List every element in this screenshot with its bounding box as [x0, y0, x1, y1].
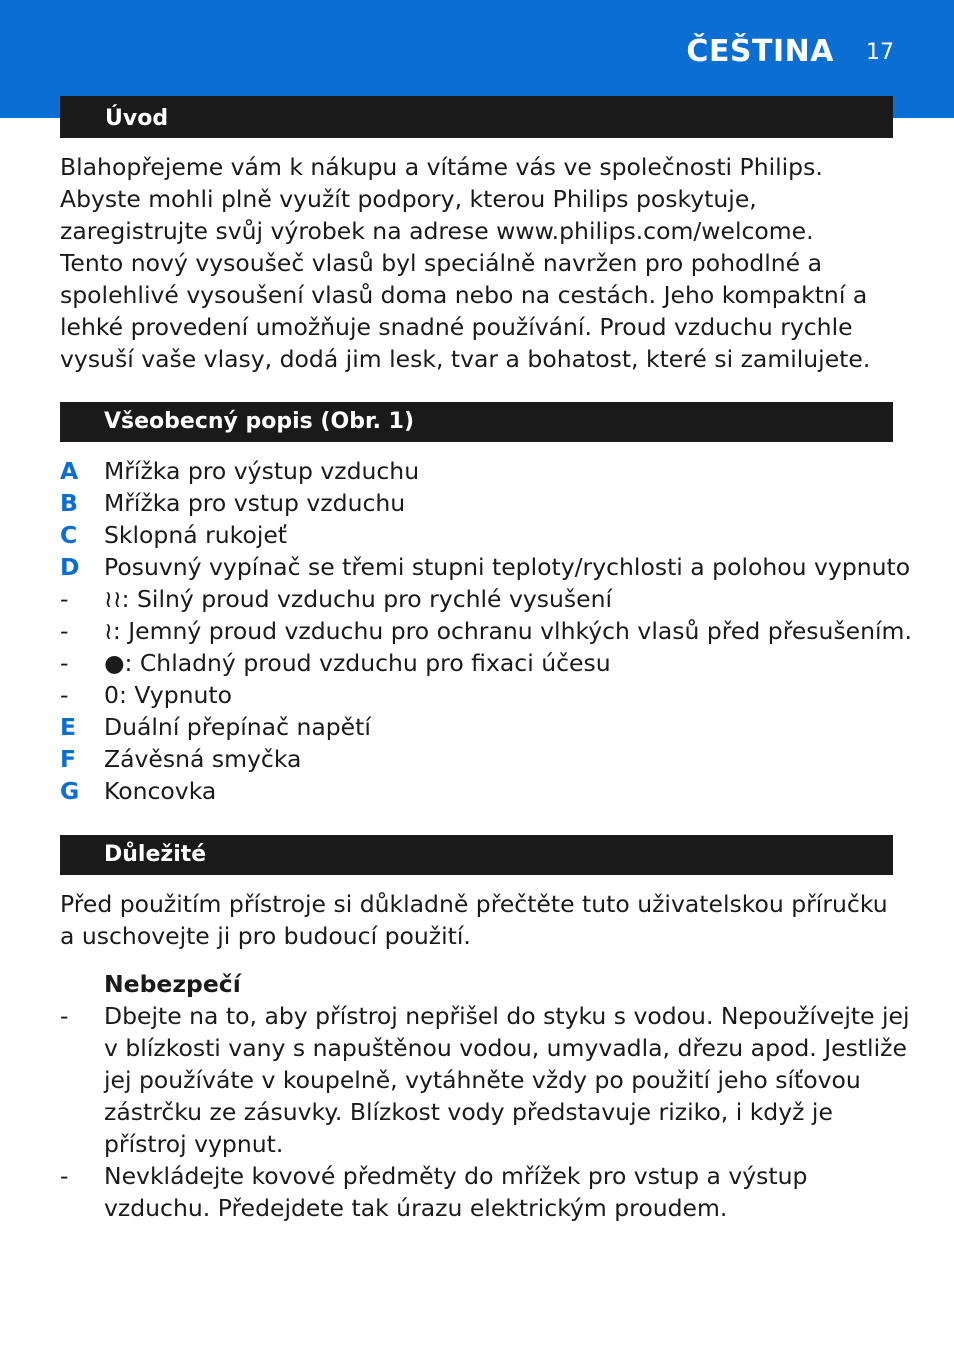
list-dash-marker: - [60, 585, 69, 613]
danger-list-item [60, 1000, 920, 1160]
description-list-item [60, 711, 920, 743]
list-dash-marker: - [60, 1002, 69, 1030]
list-item-text: Dbejte na to, aby přístroj nepřišel do styku s vodou. Nepoužívejte jej v blízkosti vany s napuštěnou vodou, umyvadla, dřezu apod. Jestliže jej používáte v koupelně, vytáhněte vždy po použití jeho síťovou zástrčku ze zásuvky. Blízkost vody představuje riziko, i když je přístroj vypnut. [104, 1002, 910, 1158]
description-list-item [60, 487, 920, 519]
list-item-text: Mřížka pro vstup vzduchu [104, 489, 406, 517]
danger-heading: Nebezpečí [104, 970, 241, 998]
list-item-text: Mřížka pro výstup vzduchu [104, 457, 420, 485]
list-letter-marker: A [60, 457, 79, 485]
description-list-item [60, 551, 920, 583]
description-list-item [60, 519, 920, 551]
description-list-item [60, 455, 920, 487]
intro-paragraph-2: Tento nový vysoušeč vlasů byl speciálně navržen pro pohodlné a spolehlivé vysoušení vlasů doma nebo na cestách. Jeho kompaktní a lehké provedení umožňuje snadné používání. Proud vzduchu rychle vysuší vaše vlasy, dodá jim lesk, tvar a bohatost, které si zamilujete. [60, 249, 871, 373]
list-dash-marker: - [60, 1162, 69, 1190]
section-heading-intro: Úvod [60, 96, 893, 138]
page-number: 17 [866, 40, 894, 65]
intro-paragraph-1: Blahopřejeme vám k nákupu a vítáme vás ve společnosti Philips. Abyste mohli plně využít podpory, kterou Philips poskytuje, zaregistrujte svůj výrobek na adrese www.philips.com/welcome. [60, 153, 823, 245]
list-letter-marker: B [60, 489, 78, 517]
list-dash-marker: - [60, 649, 69, 677]
description-list-item [60, 647, 920, 679]
description-list [60, 455, 920, 807]
list-item-text: ●: Chladný proud vzduchu pro fixaci účesu [104, 649, 611, 677]
list-letter-marker: C [60, 521, 78, 549]
list-item-text: Duální přepínač napětí [104, 713, 371, 741]
description-list-item [60, 615, 920, 647]
section-heading-description: Všeobecný popis (Obr. 1) [60, 402, 893, 442]
section-heading-important: Důležité [60, 835, 893, 875]
list-item-text: Závěsná smyčka [104, 745, 302, 773]
list-item-text: Nevkládejte kovové předměty do mřížek pro vstup a výstup vzduchu. Předejdete tak úrazu elektrickým proudem. [104, 1162, 808, 1222]
list-item-text: Posuvný vypínač se třemi stupni teploty/rychlosti a polohou vypnuto [104, 553, 911, 581]
important-text [60, 888, 900, 952]
description-list-item [60, 743, 920, 775]
description-list-item [60, 583, 920, 615]
danger-list-item [60, 1160, 920, 1224]
intro-text [60, 151, 900, 375]
list-letter-marker: E [60, 713, 77, 741]
language-title: ČEŠTINA [686, 34, 834, 69]
list-dash-marker: - [60, 681, 69, 709]
list-item-text: ≀≀: Silný proud vzduchu pro rychlé vysušení [104, 585, 613, 613]
list-item-text: ≀: Jemný proud vzduchu pro ochranu vlhkých vlasů před přesušením. [104, 617, 912, 645]
danger-block [60, 968, 920, 1224]
list-letter-marker: D [60, 553, 80, 581]
list-letter-marker: G [60, 777, 80, 805]
important-paragraph: Před použitím přístroje si důkladně přečtěte tuto uživatelskou příručku a uschovejte ji pro budoucí použití. [60, 890, 888, 950]
list-item-text: Sklopná rukojeť [104, 521, 288, 549]
danger-list [60, 1000, 920, 1224]
description-list-item [60, 775, 920, 807]
list-item-text: 0: Vypnuto [104, 681, 232, 709]
list-dash-marker: - [60, 617, 69, 645]
list-letter-marker: F [60, 745, 77, 773]
description-list-item [60, 679, 920, 711]
list-item-text: Koncovka [104, 777, 217, 805]
